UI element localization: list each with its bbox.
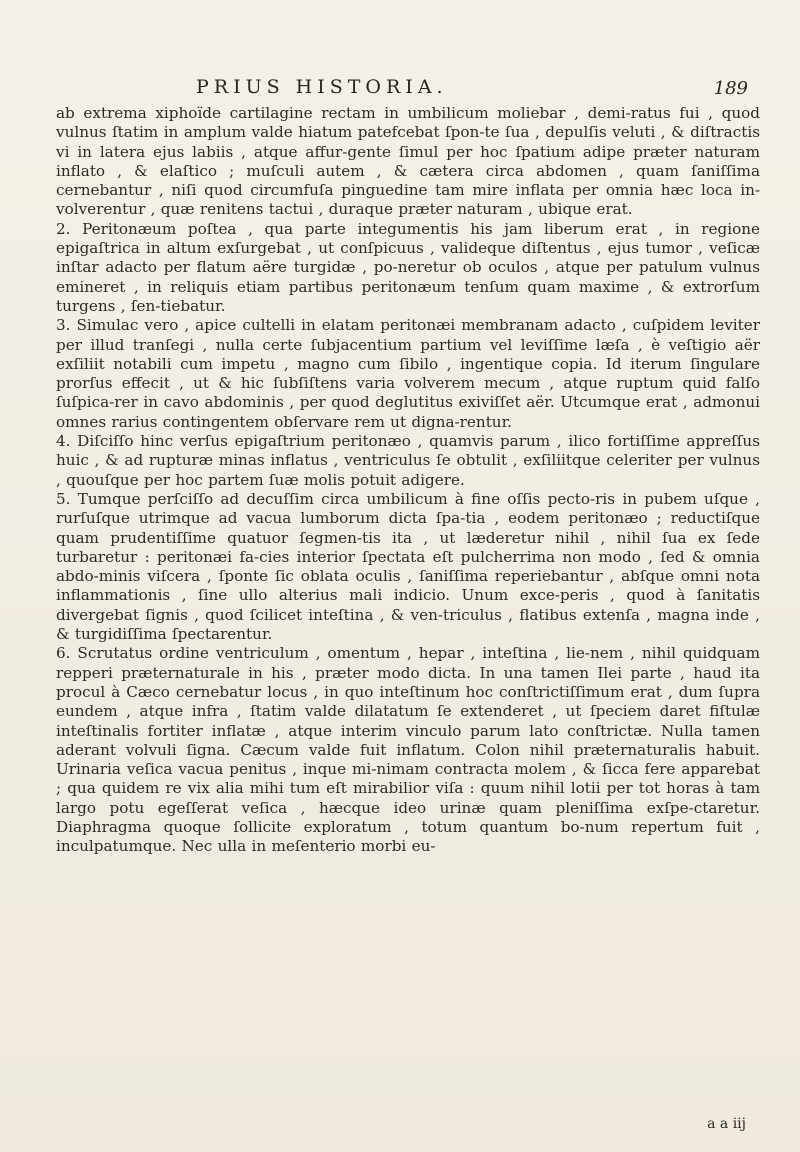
paragraph-2: 2. Peritonæum poſtea , qua parte integumentis his jam liberum erat , in regione epigaſtrica in altum exſurgebat , ut conſpicuus , valideque diſtentus , ejus tumor , veſicæ inſtar adacto per flatum aëre turgidæ , po-neretur ob oculos , atque per patulum vulnus emineret , in reliquis etiam partibus peritonæum tenſum quam maxime , & extrorſum turgens , ſen-tiebatur. [56, 219, 760, 315]
paragraph-5: 5. Tumque perſciſſo ad decuſſim circa umbilicum à fine oſſis pecto-ris in pubem uſque , rurſuſque utrimque ad vacua lumborum dicta ſpa-tia , eodem peritonæo ; reductiſque quam prudentiſſime quatuor ſegmen-tis ita , ut læderetur nihil , nihil ſua ex ſede turbaretur : peritonæi fa-cies interior ſpectata eſt pulcherrima non modo , ſed & omnia abdo-minis viſcera , ſponte ſic oblata oculis , ſaniſſima reperiebantur , abſque omni nota inflammationis , ſine ullo alterius mali indicio. Unum exce-peris , quod à ſanitatis divergebat ſignis , quod ſcilicet inteſtina , & ven-triculus , flatibus extenſa , magna inde , & turgidiſſima ſpectarentur. [56, 489, 760, 644]
paragraph-1: ab extrema xiphoïde cartilagine rectam in umbilicum moliebar , demi-ratus fui , quod vulnus ſtatim in amplum valde hiatum patefcebat ſpon-te ſua , depulſis veluti , & diſtractis vi in latera ejus labiis , atque affur-gente ſimul per hoc ſpatium adipe præter naturam inflato , & elaſtico ; muſculi autem , & cætera circa abdomen , quam ſaniſſima cernebantur , niſi quod circumfuſa pinguedine tam mire inflata per omnia hæc loca in-volverentur , quæ renitens tactui , duraque præter naturam , ubique erat. [56, 104, 760, 219]
paragraph-4: 4. Diſciſſo hinc verſus epigaſtrium peritonæo , quamvis parum , ilico fortiſſime appreſſus huic , & ad rupturæ minas inflatus , ventriculus ſe obtulit , exſiliitque celeriter per vulnus , quouſque per hoc partem ſuæ molis potuit adigere. [56, 432, 760, 489]
catchword: a a iij [707, 1116, 746, 1132]
running-head: PRIUS HISTORIA. [196, 76, 448, 98]
paragraph-6: 6. Scrutatus ordine ventriculum , omentum , hepar , inteſtina , lie-nem , nihil quidquam repperi præternaturale in his , præter modo dicta. In una tamen Ilei parte , haud ita procul à Cæco cernebatur locus , in quo inteſtinum hoc conſtrictiſſimum erat , dum ſupra eundem , atque infra , ſtatim valde dilatatum ſe extenderet , ut ſpeciem daret fiſtulæ inteſtinalis fortiter inflatæ , atque interim vinculo parum lato conſtrictæ. Nulla tamen aderant volvuli ſigna. Cæcum valde fuit inflatum. Colon nihil præternaturalis habuit. Urinaria veſica vacua penitus , inque mi-nimam contracta molem , & ſicca fere apparebat ; qua quidem re vix alia mihi tum eſt mirabilior viſa : quum nihil lotii per tot horas à tam largo potu egeſſerat veſica , hæcque ideo urinæ quam pleniſſima exſpe-ctaretur. Diaphragma quoque ſollicite exploratum , totum quantum bo-num repertum fuit , inculpatumque. Nec ulla in meſenterio morbi eu- [56, 644, 760, 856]
page-number: 189 [713, 78, 748, 99]
page-header [0, 76, 800, 106]
body-text [56, 104, 760, 857]
paragraph-3: 3. Simulac vero , apice cultelli in elatam peritonæi membranam adacto , cuſpidem leviter per illud tranſegi , nulla certe ſubjacentium partium vel leviſſime læſa , è veſtigio aër exſiliit notabili cum impetu , magno cum ſibilo , ingentique copia. Id iterum ſingulare prorſus effecit , ut & hic ſubſiſtens varia volverem mecum , atque ruptum quid falſo ſuſpica-rer in cavo abdominis , per quod deglutitus exiviſſet aër. Utcumque erat , admonui omnes rarius contingentem obſervare rem ut digna-rentur. [56, 316, 760, 431]
